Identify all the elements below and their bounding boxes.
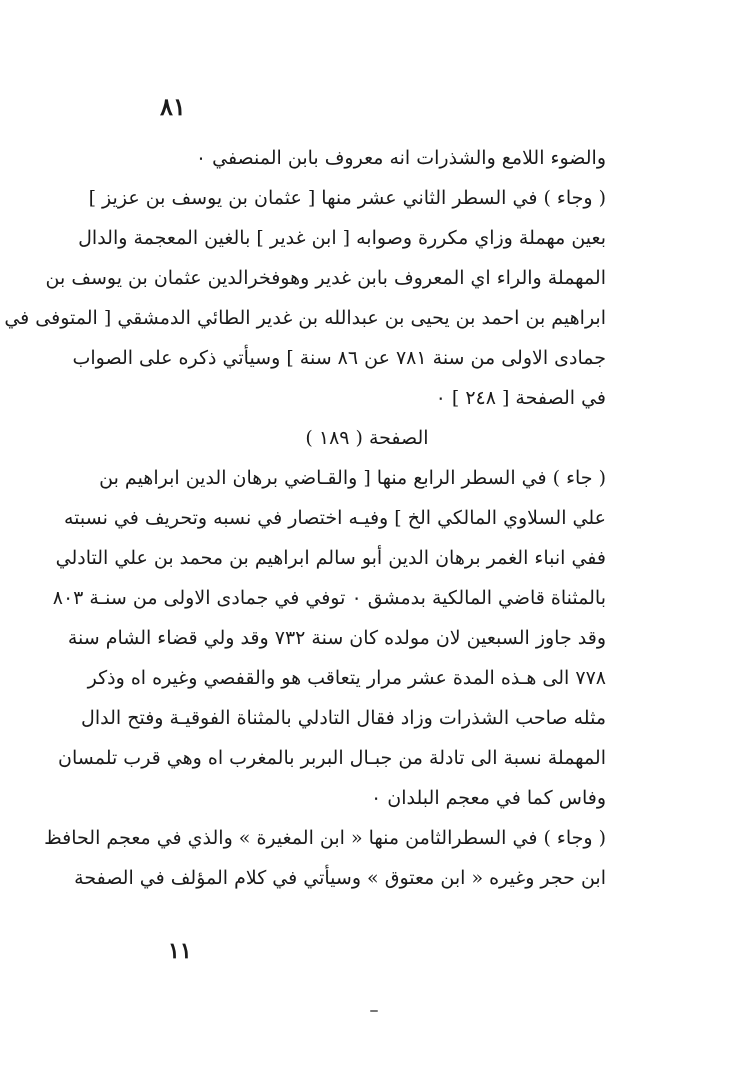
text-line: ابراهيم بن احمد بن يحيى بن عبدالله بن غدير الطائي الدمشقي [ المتوفى في — [4, 307, 606, 329]
text-line: جمادى الاولى من سنة ٧٨١ عن ٨٦ سنة ] وسيأتي ذكره على الصواب — [72, 347, 606, 369]
text-line: ( وجاء ) في السطرالثامن منها « ابن المغيرة » والذي في معجم الحافظ — [44, 827, 606, 849]
text-line: في الصفحة [ ٢٤٨ ] ٠ — [435, 387, 606, 409]
text-line: ( جاء ) في السطر الرابع منها [ والقـاضي برهان الدين ابراهيم بن — [99, 467, 606, 489]
text-line: مثله صاحب الشذرات وزاد فقال التادلي بالمثناة الفوقيـة وفتح الدال — [81, 707, 606, 729]
page-text — [4, 138, 606, 898]
text-line: ابن حجر وغيره « ابن معتوق » وسيأتي في كلام المؤلف في الصفحة — [74, 867, 606, 889]
text-line: ( وجاء ) في السطر الثاني عشر منها [ عثمان بن يوسف بن عزيز ] — [88, 187, 606, 209]
text-line: والضوء اللامع والشذرات انه معروف بابن المنصفي ٠ — [195, 147, 606, 169]
signature-mark: ١١ — [168, 938, 192, 964]
text-line: بعين مهملة وزاي مكررة وصوابه [ ابن غدير ] بالغين المعجمة والدال — [78, 227, 606, 249]
page-number: ٨١ — [160, 92, 186, 121]
text-line: ففي انباء الغمر برهان الدين أبو سالم ابراهيم بن محمد بن علي التادلي — [55, 547, 606, 569]
text-line: المهملة نسبة الى تادلة من جبـال البربر بالمغرب اه وهي قرب تلمسان — [58, 747, 606, 769]
paper-speck — [370, 1010, 378, 1012]
section-heading: الصفحة ( ١٨٩ ) — [305, 427, 429, 449]
text-line: وفاس كما في معجم البلدان ٠ — [371, 787, 606, 809]
text-line: بالمثناة قاضي المالكية بدمشق ٠ توفي في جمادى الاولى من سنـة ٨٠٣ — [52, 587, 606, 609]
text-line: ٧٧٨ الى هـذه المدة عشر مرار يتعاقب هو والقفصي وغيره اه وذكر — [87, 667, 606, 689]
text-line: وقد جاوز السبعين لان مولده كان سنة ٧٣٢ وقد ولي قضاء الشام سنة — [67, 627, 606, 649]
text-line: المهملة والراء اي المعروف بابن غدير وهوفخرالدين عثمان بن يوسف بن — [45, 267, 606, 289]
text-line: علي السلاوي المالكي الخ ] وفيـه اختصار في نسبه وتحريف في نسبته — [63, 507, 606, 529]
